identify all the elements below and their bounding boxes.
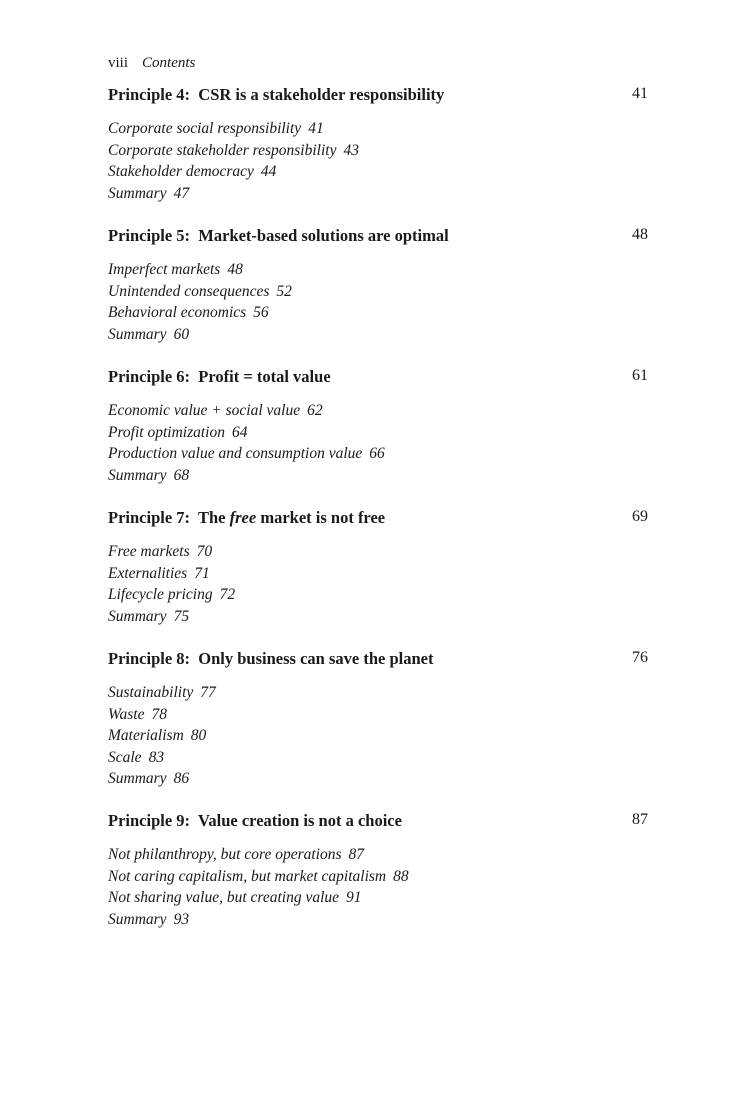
chapter-heading[interactable] bbox=[108, 367, 648, 389]
section-entry[interactable]: Free markets 70 bbox=[108, 543, 213, 560]
section-entry[interactable]: Behavioral economics 56 bbox=[108, 304, 269, 322]
section-entry[interactable]: Summary 60 bbox=[108, 325, 190, 343]
section-list bbox=[108, 259, 648, 345]
section-entry[interactable]: Materialism 80 bbox=[108, 727, 207, 745]
running-head-title: Contents bbox=[142, 55, 196, 71]
section-entry[interactable]: Not sharing value, but creating value 91 bbox=[108, 889, 362, 907]
section-entry[interactable]: Production value and consumption value 66 bbox=[108, 445, 385, 463]
chapter-page-number: 48 bbox=[632, 226, 648, 243]
chapter-heading[interactable] bbox=[108, 811, 648, 833]
chapter-title: Principle 7: The free market is not free bbox=[108, 508, 386, 527]
section-entry[interactable]: Sustainability 77 bbox=[108, 684, 216, 701]
chapter-principle-6 bbox=[108, 367, 648, 486]
section-entry[interactable]: Not philanthropy, but core operations 87 bbox=[108, 846, 364, 863]
section-entry[interactable]: Economic value + social value 62 bbox=[108, 402, 323, 419]
chapter-heading[interactable] bbox=[108, 226, 648, 248]
chapter-page-number: 61 bbox=[632, 367, 648, 384]
section-entry[interactable]: Lifecycle pricing 72 bbox=[108, 586, 236, 604]
section-list bbox=[108, 400, 648, 486]
section-entry[interactable]: Stakeholder democracy 44 bbox=[108, 163, 277, 181]
title-emphasis: free bbox=[229, 508, 257, 527]
section-entry[interactable]: Profit optimization 64 bbox=[108, 423, 248, 441]
chapter-principle-4 bbox=[108, 85, 648, 204]
chapter-page-number: 41 bbox=[632, 85, 648, 102]
chapter-title: Principle 9: Value creation is not a choice bbox=[108, 811, 402, 830]
chapter-title: Principle 8: Only business can save the planet bbox=[108, 649, 434, 668]
section-entry[interactable]: Not caring capitalism, but market capitalism 88 bbox=[108, 867, 409, 885]
section-entry[interactable]: Waste 78 bbox=[108, 705, 167, 723]
section-entry[interactable]: Summary 68 bbox=[108, 466, 190, 484]
section-entry[interactable]: Corporate stakeholder responsibility 43 bbox=[108, 141, 359, 159]
chapter-title: Principle 5: Market-based solutions are optimal bbox=[108, 226, 449, 245]
section-entry[interactable]: Summary 47 bbox=[108, 184, 190, 202]
running-head bbox=[108, 55, 195, 72]
chapter-principle-7 bbox=[108, 508, 648, 627]
chapter-principle-9 bbox=[108, 811, 648, 930]
chapter-heading[interactable] bbox=[108, 649, 648, 671]
chapter-title: Principle 6: Profit = total value bbox=[108, 367, 331, 386]
chapter-page-number: 76 bbox=[632, 649, 648, 666]
chapter-heading[interactable] bbox=[108, 85, 648, 107]
section-entry[interactable]: Summary 86 bbox=[108, 770, 190, 788]
chapter-page-number: 69 bbox=[632, 508, 648, 525]
section-entry[interactable]: Unintended consequences 52 bbox=[108, 282, 292, 300]
section-list bbox=[108, 844, 648, 930]
section-entry[interactable]: Summary 75 bbox=[108, 607, 190, 625]
section-entry[interactable]: Summary 93 bbox=[108, 910, 190, 928]
section-list bbox=[108, 682, 648, 790]
chapter-title: Principle 4: CSR is a stakeholder responsibility bbox=[108, 85, 445, 104]
section-entry[interactable]: Externalities 71 bbox=[108, 564, 210, 582]
section-entry[interactable]: Corporate social responsibility 41 bbox=[108, 120, 324, 137]
chapter-heading[interactable] bbox=[108, 508, 648, 530]
chapter-principle-8 bbox=[108, 649, 648, 790]
chapter-page-number: 87 bbox=[632, 811, 648, 828]
section-list bbox=[108, 118, 648, 204]
chapter-principle-5 bbox=[108, 226, 648, 345]
folio: viii bbox=[108, 55, 129, 71]
section-entry[interactable]: Scale 83 bbox=[108, 748, 165, 766]
section-list bbox=[108, 541, 648, 627]
section-entry[interactable]: Imperfect markets 48 bbox=[108, 261, 243, 278]
